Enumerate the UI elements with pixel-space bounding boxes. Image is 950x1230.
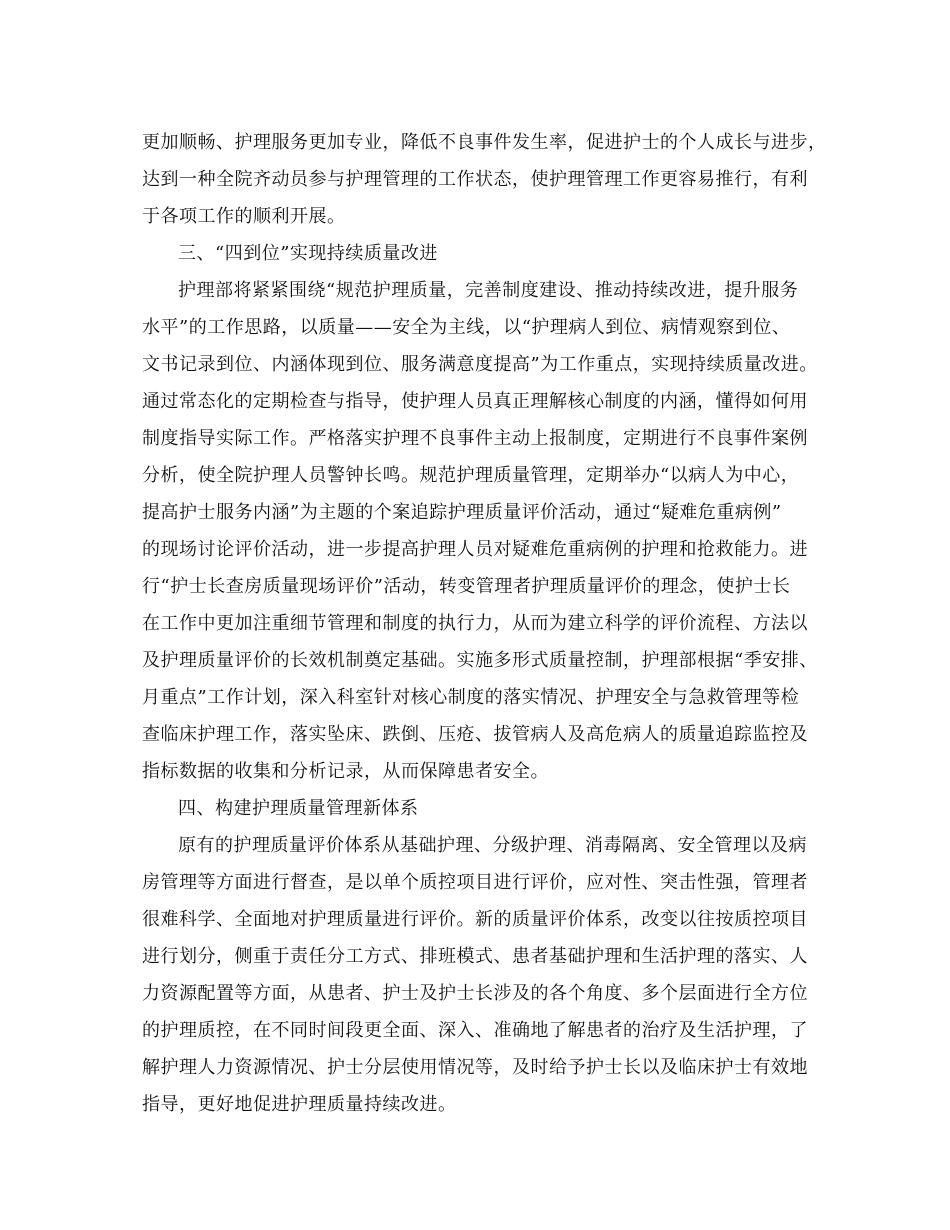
text-line: 通过常态化的定期检查与指导，使护理人员真正理解核心制度的内涵，懂得如何用 — [142, 391, 808, 412]
text-line: 很难科学、全面地对护理质量进行评价。新的质量评价体系，改变以往按质控项目 — [142, 909, 808, 930]
text-line: 行“护士长查房质量现场评价”活动，转变管理者护理质量评价的理念，使护士长 — [142, 576, 791, 597]
text-line: 的护理质控，在不同时间段更全面、深入、准确地了解患者的治疗及生活护理，了 — [142, 1020, 808, 1041]
text-line: 指导，更好地促进护理质量持续改进。 — [142, 1094, 457, 1115]
text-line: 文书记录到位、内涵体现到位、服务满意度提高”为工作重点，实现持续质量改进。 — [142, 354, 818, 375]
text-line: 在工作中更加注重细节管理和制度的执行力，从而为建立科学的评价流程、方法以 — [142, 613, 808, 634]
text-line: 月重点”工作计划，深入科室针对核心制度的落实情况、护理安全与急救管理等检 — [142, 687, 800, 708]
text-line: 于各项工作的顺利开展。 — [142, 206, 346, 227]
text-line: 的现场讨论评价活动，进一步提高护理人员对疑难危重病例的护理和抢救能力。进 — [142, 539, 808, 560]
text-line: 力资源配置等方面，从患者、护士及护士长涉及的各个角度、多个层面进行全方位 — [142, 983, 808, 1004]
section-heading-4: 四、构建护理质量管理新体系 — [178, 798, 419, 819]
text-line: 更加顺畅、护理服务更加专业，降低不良事件发生率，促进护士的个人成长与进步， — [142, 132, 827, 153]
text-line: 查临床护理工作，落实坠床、跌倒、压疮、拔管病人及高危病人的质量追踪监控及 — [142, 724, 808, 745]
text-line: 原有的护理质量评价体系从基础护理、分级护理、消毒隔离、安全管理以及病 — [178, 835, 807, 856]
text-line: 解护理人力资源情况、护士分层使用情况等，及时给予护士长以及临床护士有效地 — [142, 1057, 808, 1078]
text-line: 护理部将紧紧围绕“规范护理质量，完善制度建设、推动持续改进，提升服务 — [178, 280, 799, 301]
section-heading-3: 三、“四到位”实现持续质量改进 — [178, 243, 438, 264]
text-line: 进行划分，侧重于责任分工方式、排班模式、患者基础护理和生活护理的落实、人 — [142, 946, 808, 967]
text-line: 水平”的工作思路，以质量——安全为主线，以“护理病人到位、病情观察到位、 — [142, 317, 791, 338]
text-line: 指标数据的收集和分析记录，从而保障患者安全。 — [142, 761, 549, 782]
text-line: 提高护士服务内涵”为主题的个案追踪护理质量评价活动，通过“疑难危重病例” — [142, 502, 782, 523]
text-line: 制度指导实际工作。严格落实护理不良事件主动上报制度，定期进行不良事件案例 — [142, 428, 808, 449]
text-line: 分析，使全院护理人员警钟长鸣。规范护理质量管理，定期举办“以病人为中心， — [142, 465, 800, 486]
text-line: 及护理质量评价的长效机制奠定基础。实施多形式质量控制，护理部根据“季安排、 — [142, 650, 818, 671]
text-line: 达到一种全院齐动员参与护理管理的工作状态，使护理管理工作更容易推行，有利 — [142, 169, 808, 190]
text-line: 房管理等方面进行督查，是以单个质控项目进行评价，应对性、突击性强，管理者 — [142, 872, 808, 893]
